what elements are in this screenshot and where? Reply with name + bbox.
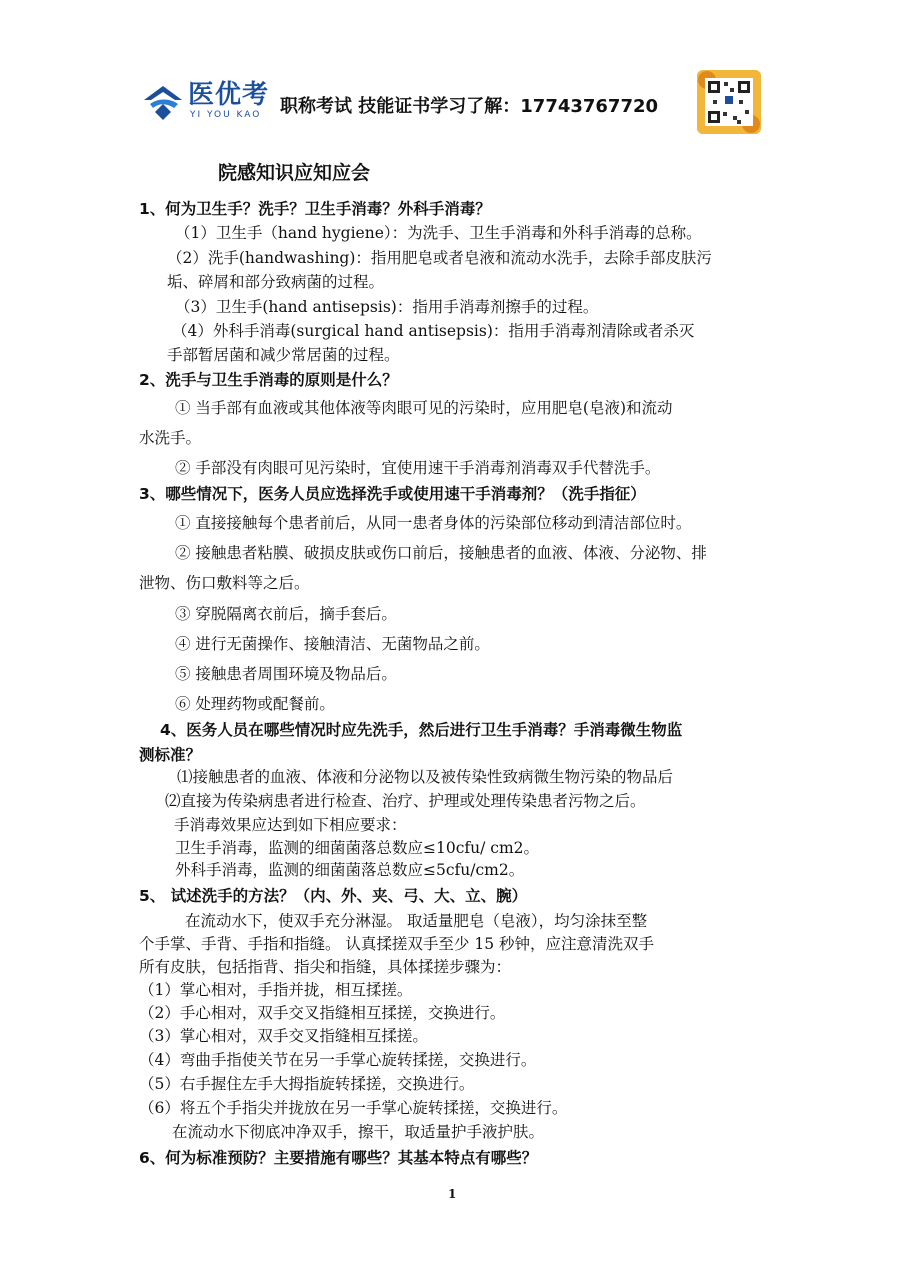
paragraph-line: ② 接触患者粘膜、破损皮肤或伤口前后，接触患者的血液、体液、分泌物、排 xyxy=(175,544,707,562)
paragraph-line: （1）卫生手（hand hygiene）：为洗手、卫生手消毒和外科手消毒的总称。 xyxy=(175,224,702,242)
paragraph-line: （6）将五个手指尖并拢放在另一手掌心旋转揉搓，交换进行。 xyxy=(139,1099,568,1117)
section-heading: 1、何为卫生手？洗手？卫生手消毒？外科手消毒？ xyxy=(139,200,491,218)
paragraph-line: 手消毒效果应达到如下相应要求： xyxy=(174,816,407,834)
paragraph-line: 所有皮肤，包括指背、指尖和指缝，具体揉搓步骤为： xyxy=(139,958,512,976)
document-title: 院感知识应知应会 xyxy=(218,162,371,184)
paragraph-line: ⑴接触患者的血液、体液和分泌物以及被传染性致病微生物污染的物品后 xyxy=(177,768,674,786)
logo-mark-icon xyxy=(140,80,186,126)
header-slogan: 职称考试 技能证书学习了解：17743767720 xyxy=(280,96,659,117)
paragraph-line: （3）掌心相对，双手交叉指缝相互揉搓。 xyxy=(139,1027,428,1045)
paragraph-line: （2）洗手(handwashing)：指用肥皂或者皂液和流动水洗手，去除手部皮肤污 xyxy=(167,249,712,267)
paragraph-line: 水洗手。 xyxy=(139,429,202,447)
paragraph-line: ③ 穿脱隔离衣前后，摘手套后。 xyxy=(175,605,397,623)
section-heading: 3、哪些情况下，医务人员应选择洗手或使用速干手消毒剂？（洗手指征） xyxy=(139,485,646,503)
qr-code-icon xyxy=(697,70,761,134)
paragraph-line: ⑤ 接触患者周围环境及物品后。 xyxy=(175,665,397,683)
yiyoukao-logo xyxy=(140,80,280,126)
paragraph-line: ① 当手部有血液或其他体液等肉眼可见的污染时，应用肥皂(皂液)和流动 xyxy=(175,399,673,417)
paragraph-line: （2）手心相对，双手交叉指缝相互揉搓，交换进行。 xyxy=(139,1004,506,1022)
paragraph-line: ① 直接接触每个患者前后，从同一患者身体的污染部位移动到清洁部位时。 xyxy=(175,514,692,532)
paragraph-line: 个手掌、手背、手指和指缝。 认真揉搓双手至少 15 秒钟，应注意清洗双手 xyxy=(139,935,655,953)
paragraph-line: 卫生手消毒，监测的细菌菌落总数应≤10cfu/ cm2。 xyxy=(175,839,540,857)
section-heading: 5、 试述洗手的方法？（内、外、夹、弓、大、立、腕） xyxy=(139,887,528,905)
page-number: 1 xyxy=(448,1187,457,1201)
paragraph-line: 在流动水下彻底冲净双手，擦干，取适量护手液护肤。 xyxy=(172,1123,545,1141)
paragraph-line: ④ 进行无菌操作、接触清洁、无菌物品之前。 xyxy=(175,635,490,653)
qr-code-image xyxy=(697,70,761,134)
paragraph-line: 在流动水下，使双手充分淋湿。 取适量肥皂（皂液），均匀涂抹至整 xyxy=(185,912,648,930)
paragraph-line: （4）外科手消毒(surgical hand antisepsis)：指用手消毒剂清除或者杀灭 xyxy=(172,322,695,340)
logo-subtext: YI YOU KAO xyxy=(190,110,262,120)
logo-text: 医优考 xyxy=(188,80,270,110)
paragraph-line: （1）掌心相对，手指并拢，相互揉搓。 xyxy=(139,981,413,999)
paragraph-line: ② 手部没有肉眼可见污染时，宜使用速干手消毒剂消毒双手代替洗手。 xyxy=(175,459,661,477)
paragraph-line: （4）弯曲手指使关节在另一手掌心旋转揉搓，交换进行。 xyxy=(139,1051,537,1069)
paragraph-line: 外科手消毒，监测的细菌菌落总数应≤5cfu/cm2。 xyxy=(175,861,525,879)
paragraph-line: 泄物、伤口敷料等之后。 xyxy=(139,574,310,592)
paragraph-line: （5）右手握住左手大拇指旋转揉搓，交换进行。 xyxy=(139,1075,475,1093)
section-heading: 测标准？ xyxy=(139,746,202,764)
paragraph-line: ⑵直接为传染病患者进行检查、治疗、护理或处理传染患者污物之后。 xyxy=(165,792,646,810)
section-heading: 4、医务人员在哪些情况时应先洗手，然后进行卫生手消毒？手消毒微生物监 xyxy=(160,721,683,739)
section-heading: 2、洗手与卫生手消毒的原则是什么？ xyxy=(139,371,398,389)
paragraph-line: 手部暂居菌和减少常居菌的过程。 xyxy=(167,346,400,364)
paragraph-line: ⑥ 处理药物或配餐前。 xyxy=(175,695,335,713)
paragraph-line: 垢、碎屑和部分致病菌的过程。 xyxy=(167,273,385,291)
paragraph-line: （3）卫生手(hand antisepsis)：指用手消毒剂擦手的过程。 xyxy=(175,298,599,316)
section-heading: 6、何为标准预防？主要措施有哪些？其基本特点有哪些？ xyxy=(139,1149,538,1167)
